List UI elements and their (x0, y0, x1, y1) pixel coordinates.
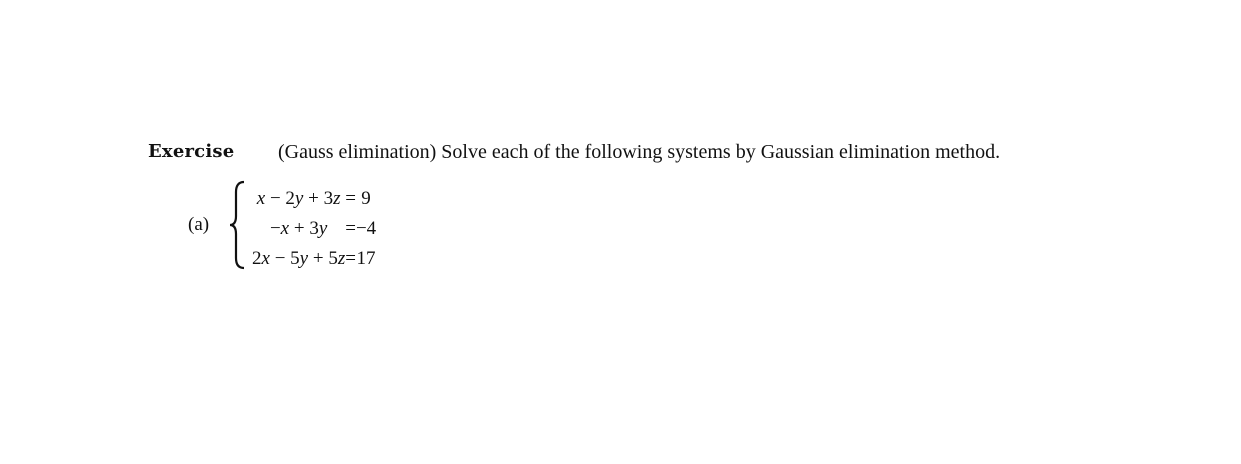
equation-row (252, 184, 376, 214)
equation-equals: = (345, 188, 356, 209)
exercise-label: Exercise (148, 141, 235, 162)
equation-system (252, 184, 376, 274)
equation-rhs: 17 (356, 248, 376, 269)
equation-lhs: −x + 3y (269, 218, 328, 239)
equation-equals: = (345, 248, 356, 269)
equation-rhs: −4 (355, 218, 377, 239)
left-brace (230, 180, 250, 270)
equation-rhs: 9 (361, 188, 371, 209)
equation-lhs: x − 2y + 3z (256, 188, 341, 209)
equation-row (252, 214, 376, 244)
equation-equals: = (345, 218, 356, 239)
exercise-statement: (Gauss elimination) Solve each of the following systems by Gaussian elimination method. (278, 141, 1001, 163)
part-a-label: (a) (188, 214, 210, 235)
equation-row (252, 244, 376, 274)
equation-lhs: 2x − 5y + 5z (252, 248, 346, 269)
